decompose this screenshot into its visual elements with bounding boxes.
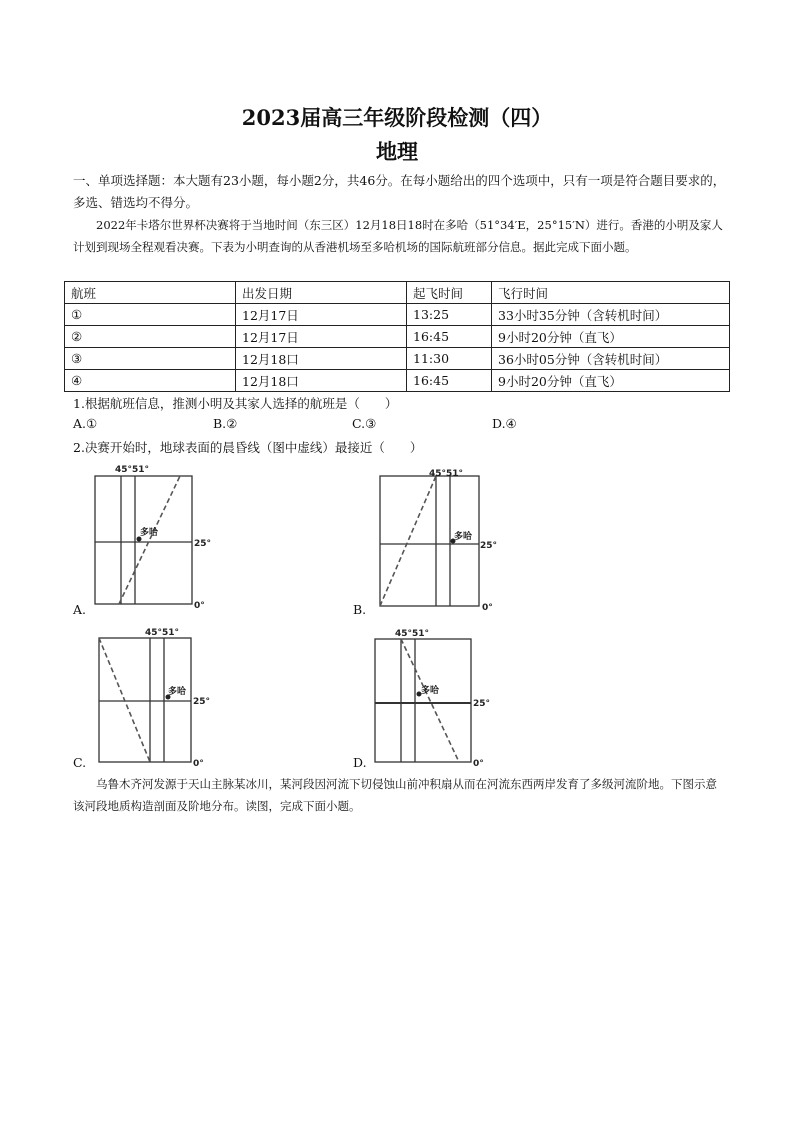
lat-25-label: 25° bbox=[480, 541, 498, 551]
cell-depart: 13:25 bbox=[407, 304, 492, 326]
col-header-depart: 起飞时间 bbox=[407, 282, 492, 304]
flight-table bbox=[64, 281, 730, 392]
cell-flight: ④ bbox=[65, 370, 236, 392]
cell-flight: ③ bbox=[65, 348, 236, 370]
question-1-stem: 1.根据航班信息，推测小明及其家人选择的航班是（ ） bbox=[73, 396, 398, 411]
lon-label: 45°51° bbox=[115, 465, 150, 475]
subject-title: 地理 bbox=[376, 139, 418, 164]
lat-25-label: 25° bbox=[193, 697, 211, 707]
lat-0-label: 0° bbox=[473, 759, 484, 766]
lon-label: 45°51° bbox=[145, 628, 180, 638]
cell-date: 12月18口 bbox=[236, 370, 407, 392]
cell-duration: 9小时20分钟（直飞） bbox=[492, 370, 730, 392]
diagram-c bbox=[88, 624, 218, 766]
lat-0-label: 0° bbox=[482, 603, 493, 613]
cell-depart: 16:45 bbox=[407, 370, 492, 392]
col-header-flight: 航班 bbox=[65, 282, 236, 304]
diagram-b-label[interactable]: B. bbox=[353, 602, 367, 617]
diagram-c-label[interactable]: C. bbox=[73, 755, 87, 770]
q1-option-d[interactable]: D.④ bbox=[492, 416, 517, 431]
col-header-date: 出发日期 bbox=[236, 282, 407, 304]
city-label-doha: 多哈 bbox=[454, 532, 473, 542]
cell-flight: ② bbox=[65, 326, 236, 348]
lat-0-label: 0° bbox=[193, 759, 204, 766]
table-header-row bbox=[65, 282, 730, 304]
q1-option-a[interactable]: A.① bbox=[73, 416, 98, 431]
q1-option-b[interactable]: B.② bbox=[213, 416, 238, 431]
table-row bbox=[65, 370, 730, 392]
cell-duration: 33小时35分钟（含转机时间） bbox=[492, 304, 730, 326]
diagram-b bbox=[374, 462, 504, 614]
cell-flight: ① bbox=[65, 304, 236, 326]
cell-duration: 9小时20分钟（直飞） bbox=[492, 326, 730, 348]
passage-1: 2022年卡塔尔世界杯决赛将于当地时间（东三区）12月18日18时在多哈（51°34′E，25°15′N）进行。香港的小明及家人计划到现场全程观看决赛。下表为小明查询的从香港机场至多哈机场的国际航班部分信息。据此完成下面小题。 bbox=[73, 218, 723, 254]
q1-option-c[interactable]: C.③ bbox=[352, 416, 377, 431]
diagram-a bbox=[88, 462, 218, 614]
lat-25-label: 25° bbox=[194, 539, 212, 549]
cell-duration: 36小时05分钟（含转机时间） bbox=[492, 348, 730, 370]
cell-depart: 16:45 bbox=[407, 326, 492, 348]
cell-date: 12月17日 bbox=[236, 326, 407, 348]
cell-date: 12月18口 bbox=[236, 348, 407, 370]
table-row bbox=[65, 348, 730, 370]
lon-label: 45°51° bbox=[395, 629, 430, 639]
col-header-duration: 飞行时间 bbox=[492, 282, 730, 304]
lat-0-label: 0° bbox=[194, 601, 205, 611]
table-row bbox=[65, 304, 730, 326]
cell-date: 12月17日 bbox=[236, 304, 407, 326]
city-label-doha: 多哈 bbox=[168, 687, 187, 697]
exam-title: 2023届高三年级阶段检测（四） bbox=[241, 105, 553, 130]
section-instructions: 一、单项选择题：本大题有23小题，每小题2分，共46分。在每小题给出的四个选项中，只有一项是符合题目要求的，多选、错选均不得分。 bbox=[73, 173, 726, 210]
diagram-a-label[interactable]: A. bbox=[73, 602, 87, 617]
city-label-doha: 多哈 bbox=[421, 686, 440, 696]
diagram-d-label[interactable]: D. bbox=[353, 755, 367, 770]
diagram-d bbox=[369, 624, 499, 766]
passage-2: 乌鲁木齐河发源于天山主脉某冰川，某河段因河流下切侵蚀山前冲积扇从而在河流东西两岸发育了多级河流阶地。下图示意该河段地质构造剖面及阶地分布。读图，完成下面小题。 bbox=[73, 777, 717, 813]
question-2-stem: 2.决赛开始时，地球表面的晨昏线（图中虚线）最接近（ ） bbox=[73, 440, 423, 455]
table-row bbox=[65, 326, 730, 348]
lat-25-label: 25° bbox=[473, 699, 491, 709]
lon-label: 45°51° bbox=[429, 469, 464, 479]
city-label-doha: 多哈 bbox=[140, 528, 159, 538]
cell-depart: 11:30 bbox=[407, 348, 492, 370]
